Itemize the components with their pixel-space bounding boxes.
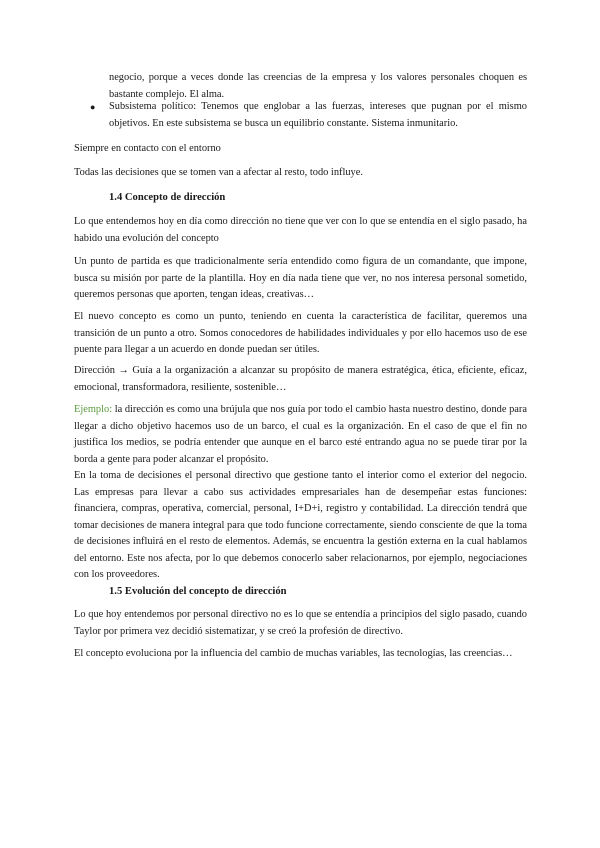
example-text: la dirección es como una brújula que nos guía por todo el cambio hasta nuestro destino, donde para llegar a dicho objetivo hacemos uso de un barco, el cual es la organización. En el caso de que el fin no justifica los medios, se podría entender que aunque en el barco esté entrando agua no se puede tirar por la borda a gente para poder alcanzar el propósito.	[74, 404, 527, 465]
paragraph-evo-1: Lo que hoy entendemos por personal directivo no es lo que se entendía a principios del siglo pasado, cuando Taylor por primera vez decidió sistematizar, y se creó la profesión de directivo.	[74, 609, 527, 637]
paragraph-example	[74, 402, 527, 468]
paragraph-dir-2: Un punto de partida es que tradicionalmente sería entendido como figura de un comandante, que impone, busca su misión por parte de la plantilla. Hoy en día nada tiene que ver, no nos interesa personal sometido, queremos personas que aporten, tengan ideas, creativas…	[74, 256, 527, 300]
bullet-icon: ●	[90, 102, 96, 112]
example-label: Ejemplo:	[74, 404, 113, 415]
bullet-item-political-subsystem: Subsistema político: Tenemos que englobar a las fuerzas, intereses que pugnan por el mismo objetivos. En este subsistema se busca un equilibrio constante. Sistema inmunitario.	[109, 101, 527, 129]
paragraph-entorno: Siempre en contacto con el entorno	[74, 143, 221, 154]
paragraph-dir-decisions: En la toma de decisiones el personal directivo que gestione tanto el interior como el exterior del negocio. Las empresas para llevar a cabo sus actividades empresariales han de desempeñar estas funciones: financiera, compras, operativa, comercial, personal, I+D+i, registro y contabilidad. La dirección tendrá que tomar decisiones de manera integral para que todo funcione correctamente, siendo consciente de que la toma de decisiones influirá en el resto de elementos. Además, se encuentra la gestión externa en la cual hablamos del entorno. Este nos afecta, por lo que debemos conocerlo saber relacionarnos, por ejemplo, negociaciones con los proveedores.	[74, 470, 527, 580]
paragraph-dir-3: El nuevo concepto es como un punto, teniendo en cuenta la característica de facilitar, queremos una transición de un punto a otro. Somos conocedores de habilidades individuales y por ello hacemos uso de ese puente para llegar a un acuerdo en donde puedan ser útiles.	[74, 311, 527, 355]
continued-paragraph: negocio, porque a veces donde las creencias de la empresa y los valores personales choquen es bastante complejo. El alma.	[109, 72, 527, 100]
section-heading-1-4: 1.4 Concepto de dirección	[109, 192, 226, 203]
paragraph-dir-definition: Dirección → Guía a la organización a alcanzar su propósito de manera estratégica, ética, eficiente, eficaz, emocional, transformadora, resiliente, sostenible…	[74, 365, 527, 393]
paragraph-dir-1: Lo que entendemos hoy en día como dirección no tiene que ver con lo que se entendía en el siglo pasado, ha habido una evolución del concepto	[74, 216, 527, 244]
paragraph-evo-2: El concepto evoluciona por la influencia del cambio de muchas variables, las tecnologías, las creencias…	[74, 648, 513, 659]
section-heading-1-5: 1.5 Evolución del concepto de dirección	[109, 586, 287, 597]
paragraph-decisiones: Todas las decisiones que se tomen van a afectar al resto, todo influye.	[74, 167, 363, 178]
